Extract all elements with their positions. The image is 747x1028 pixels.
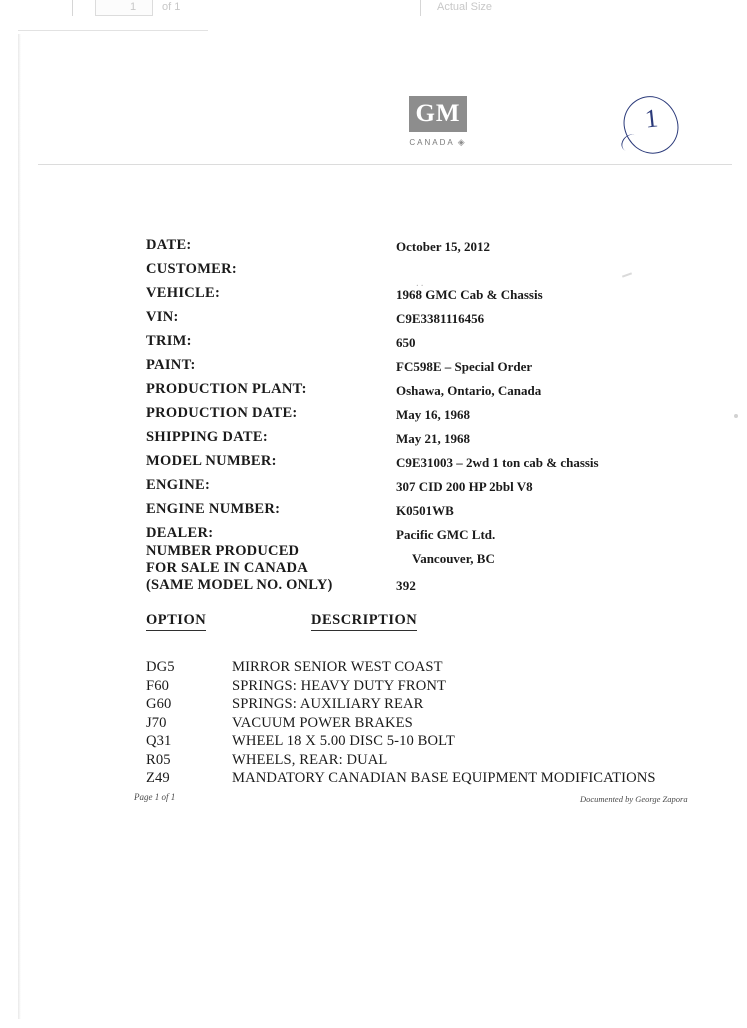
spec-value-production-plant: Oshawa, Ontario, Canada bbox=[396, 383, 542, 398]
option-description: SPRINGS: AUXILIARY REAR bbox=[232, 696, 424, 712]
column-header-option: OPTION bbox=[146, 612, 206, 631]
option-code: R05 bbox=[146, 751, 171, 768]
number-produced-line-3: (SAME MODEL NO. ONLY) bbox=[146, 577, 333, 593]
handwritten-digit: 1 bbox=[643, 103, 660, 134]
handwritten-circle-annotation bbox=[618, 94, 688, 156]
footer-page-label: Page 1 of 1 bbox=[134, 792, 176, 802]
spec-label-customer: CUSTOMER: bbox=[146, 261, 238, 277]
spec-value-engine-number: K0501WB bbox=[396, 503, 454, 518]
table-row bbox=[146, 678, 726, 697]
gm-logo-mark-icon: ◈ bbox=[457, 137, 467, 147]
spec-row-production-date bbox=[146, 405, 706, 429]
number-produced-line-1: NUMBER PRODUCED bbox=[146, 543, 300, 559]
spec-row-vin bbox=[146, 309, 706, 333]
toolbar-divider-right bbox=[420, 0, 421, 16]
table-row bbox=[146, 733, 726, 752]
spec-label-production-date: PRODUCTION DATE: bbox=[146, 405, 298, 421]
table-row bbox=[146, 770, 726, 789]
page-number-value: 1 bbox=[130, 1, 137, 13]
spec-row-paint bbox=[146, 357, 706, 381]
option-description: MIRROR SENIOR WEST COAST bbox=[232, 659, 443, 675]
spec-row-engine-number bbox=[146, 501, 706, 525]
spec-row-production-plant bbox=[146, 381, 706, 405]
option-code: Q31 bbox=[146, 733, 172, 749]
scanned-document-page bbox=[18, 34, 733, 1019]
spec-row-date bbox=[146, 237, 706, 261]
spec-value-trim: 650 bbox=[396, 335, 416, 350]
scan-smudge-ink: .. bbox=[416, 277, 426, 289]
table-row bbox=[146, 752, 726, 771]
option-code: DG5 bbox=[146, 659, 175, 675]
spec-value-shipping-date: May 21, 1968 bbox=[396, 431, 471, 446]
spec-row-trim bbox=[146, 333, 706, 357]
vehicle-spec-list bbox=[146, 237, 706, 573]
option-code: F60 bbox=[146, 677, 170, 694]
spec-label-engine: ENGINE: bbox=[146, 477, 211, 493]
column-header-description: DESCRIPTION bbox=[311, 612, 417, 631]
spec-value-dealer: Pacific GMC Ltd. bbox=[396, 527, 496, 542]
spec-label-engine-number: ENGINE NUMBER: bbox=[146, 501, 281, 517]
spec-row-engine bbox=[146, 477, 706, 501]
spec-value-vin: C9E3381116456 bbox=[396, 311, 485, 326]
option-code: J70 bbox=[146, 714, 167, 731]
footer-documented-by: Documented by George Zapora bbox=[580, 794, 688, 804]
gm-logo-subtitle-text: CANADA bbox=[409, 138, 455, 147]
spec-label-trim: TRIM: bbox=[146, 333, 192, 349]
scan-edge-line-top bbox=[18, 30, 208, 31]
spec-row-model-number bbox=[146, 453, 706, 477]
spec-label-shipping-date: SHIPPING DATE: bbox=[146, 429, 268, 445]
zoom-mode-label: Actual Size bbox=[437, 1, 493, 13]
spec-row-vehicle bbox=[146, 285, 706, 309]
page-number-input[interactable] bbox=[95, 0, 153, 16]
option-description: WHEEL 18 X 5.00 DISC 5-10 BOLT bbox=[232, 733, 455, 749]
spec-label-paint: PAINT: bbox=[146, 357, 196, 373]
table-row bbox=[146, 696, 726, 715]
spec-value-dealer-city: Vancouver, BC bbox=[412, 551, 495, 566]
spec-label-vehicle: VEHICLE: bbox=[146, 285, 221, 301]
option-description: WHEELS, REAR: DUAL bbox=[232, 751, 388, 768]
scan-smudge-dot bbox=[734, 414, 738, 418]
gm-logo-badge: GM bbox=[409, 96, 467, 132]
option-code: Z49 bbox=[146, 770, 170, 786]
table-row bbox=[146, 659, 726, 678]
number-produced-line-2: FOR SALE IN CANADA bbox=[146, 560, 308, 576]
spec-value-model-number: C9E31003 – 2wd 1 ton cab & chassis bbox=[396, 455, 599, 470]
spec-value-vehicle: 1968 GMC Cab & Chassis bbox=[396, 287, 543, 302]
spec-row-shipping-date bbox=[146, 429, 706, 453]
toolbar-divider-left bbox=[72, 0, 73, 16]
spec-value-production-date: May 16, 1968 bbox=[396, 407, 471, 422]
option-code: G60 bbox=[146, 696, 172, 712]
option-table-body bbox=[146, 659, 726, 789]
spec-label-date: DATE: bbox=[146, 237, 192, 253]
gm-logo-subtitle bbox=[403, 137, 473, 148]
gm-canada-logo bbox=[403, 96, 473, 148]
spec-value-paint: FC598E – Special Order bbox=[396, 359, 533, 374]
spec-label-vin: VIN: bbox=[146, 309, 179, 325]
table-row bbox=[146, 715, 726, 734]
number-produced-value: 392 bbox=[396, 578, 417, 593]
spec-value-engine: 307 CID 200 HP 2bbl V8 bbox=[396, 479, 533, 494]
spec-value-date: October 15, 2012 bbox=[396, 239, 490, 254]
spec-label-model-number: MODEL NUMBER: bbox=[146, 453, 277, 469]
letterhead-divider bbox=[38, 164, 732, 165]
spec-label-dealer: DEALER: bbox=[146, 525, 214, 541]
option-description: SPRINGS: HEAVY DUTY FRONT bbox=[232, 677, 447, 694]
number-produced-block bbox=[146, 543, 706, 594]
option-description: VACUUM POWER BRAKES bbox=[232, 714, 413, 731]
option-description: MANDATORY CANADIAN BASE EQUIPMENT MODIFICATIONS bbox=[232, 770, 656, 786]
spec-row-customer bbox=[146, 261, 706, 285]
print-preview-toolbar bbox=[0, 0, 747, 22]
spec-label-production-plant: PRODUCTION PLANT: bbox=[146, 381, 307, 397]
page-count-label: of 1 bbox=[162, 1, 181, 13]
